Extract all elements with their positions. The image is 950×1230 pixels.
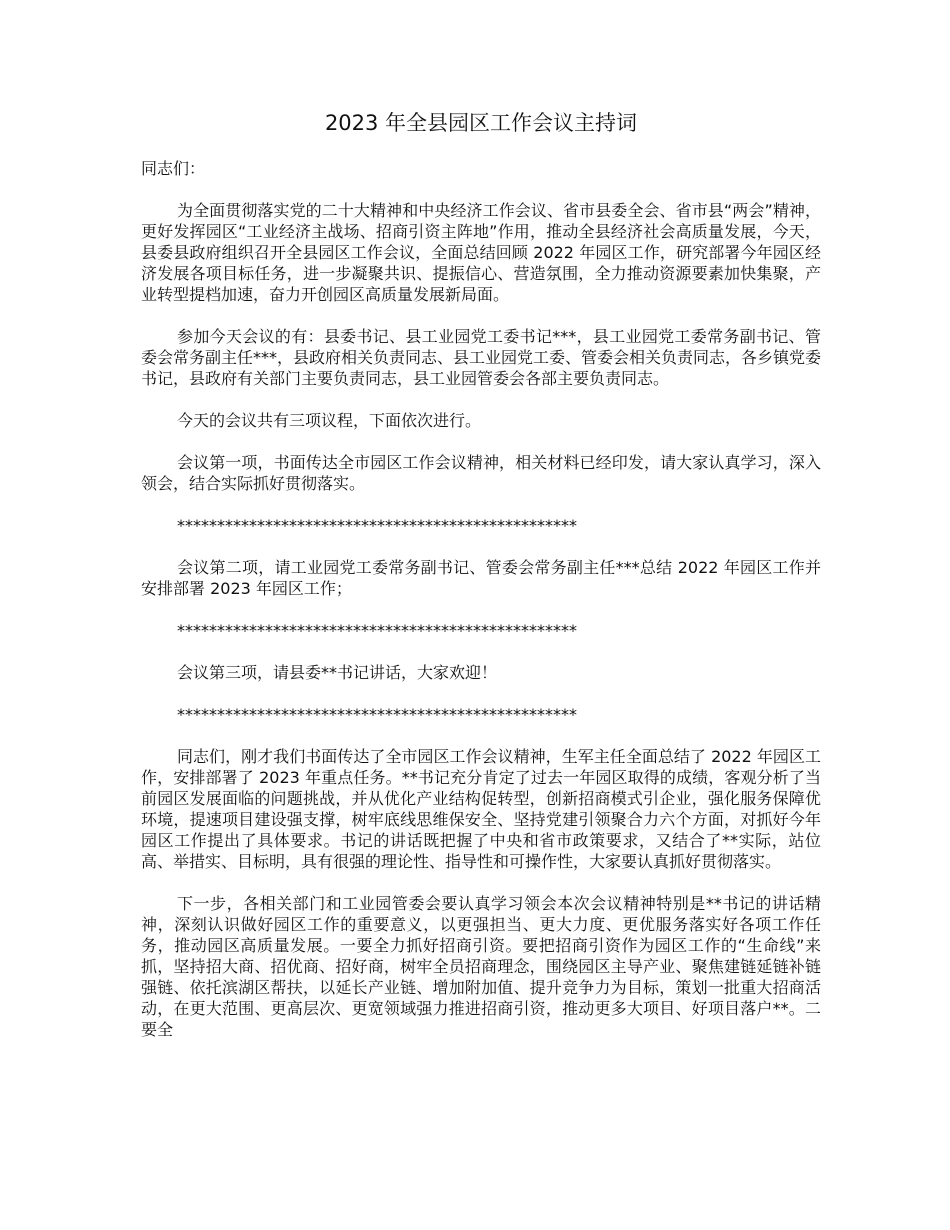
separator-line: ************************************************** — [177, 705, 577, 724]
paragraph-attendees: 参加今天会议的有：县委书记、县工业园党工委书记***，县工业园党工委常务副书记、管委会常务副主任***，县政府相关负责同志、县工业园党工委、管委会相关负责同志，各乡镇党委书记，县政府有关部门主要负责同志，县工业园管委会各部主要负责同志。 — [141, 327, 822, 388]
document-page — [141, 108, 821, 1061]
paragraph-agenda-item-1: 会议第一项，书面传达全市园区工作会议精神，相关材料已经印发，请大家认真学习，深入领会，结合实际抓好贯彻落实。 — [141, 453, 821, 493]
paragraph-agenda-intro: 今天的会议共有三项议程，下面依次进行。 — [177, 411, 482, 430]
separator-line: ************************************************** — [177, 621, 577, 640]
paragraph-purpose: 为全面贯彻落实党的二十大精神和中央经济工作会议、省市县委全会、省市县“两会”精神，更好发挥园区“工业经济主战场、招商引资主阵地”作用，推动全县经济社会高质量发展，今天，县委县政府组织召开全县园区工作会议，全面总结回顾 2022 年园区工作，研究部署今年园区经济发展各项目标任务，进一步凝聚共识、提振信心、营造氛围，全力推动资源要素加快集聚，产业转型提档加速，奋力开创园区高质量发展新局面。 — [141, 201, 821, 304]
paragraph-agenda-item-2: 会议第二项，请工业园党工委常务副书记、管委会常务副主任***总结 2022 年园区工作并安排部署 2023 年园区工作； — [141, 558, 821, 598]
document-title: 2023 年全县园区工作会议主持词 — [324, 111, 638, 135]
salutation: 同志们： — [141, 159, 206, 178]
paragraph-agenda-item-3: 会议第三项，请县委**书记讲话，大家欢迎！ — [177, 663, 498, 682]
paragraph-next-steps: 下一步，各相关部门和工业园管委会要认真学习领会本次会议精神特别是**书记的讲话精神，深刻认识做好园区工作的重要意义，以更强担当、更大力度、更优服务落实好各项工作任务，推动园区高质量发展。一要全力抓好招商引资。要把招商引资作为园区工作的“生命线”来抓，坚持招大商、招优商、招好商，树牢全员招商理念，围绕园区主导产业、聚焦建链延链补链强链、依托滨湖区帮扶，以延长产业链、增加附加值、提升竞争力为目标，策划一批重大招商活动，在更大范围、更高层次、更宽领域强力推进招商引资，推动更多大项目、好项目落户**。二要全 — [141, 894, 821, 1039]
paragraph-summary: 同志们，刚才我们书面传达了全市园区工作会议精神，生军主任全面总结了 2022 年园区工作，安排部署了 2023 年重点任务。**书记充分肯定了过去一年园区取得的成绩，客观分析了当前园区发展面临的问题挑战，并从优化产业结构促转型，创新招商模式引企业，强化服务保障优环境，提速项目建设强支撑，树牢底线思维保安全、坚持党建引领聚合力六个方面，对抓好今年园区工作提出了具体要求。书记的讲话既把握了中央和省市政策要求，又结合了**实际，站位高、举措实、目标明，具有很强的理论性、指导性和可操作性，大家要认真抓好贯彻落实。 — [141, 747, 821, 871]
separator-line: ************************************************** — [177, 516, 577, 535]
